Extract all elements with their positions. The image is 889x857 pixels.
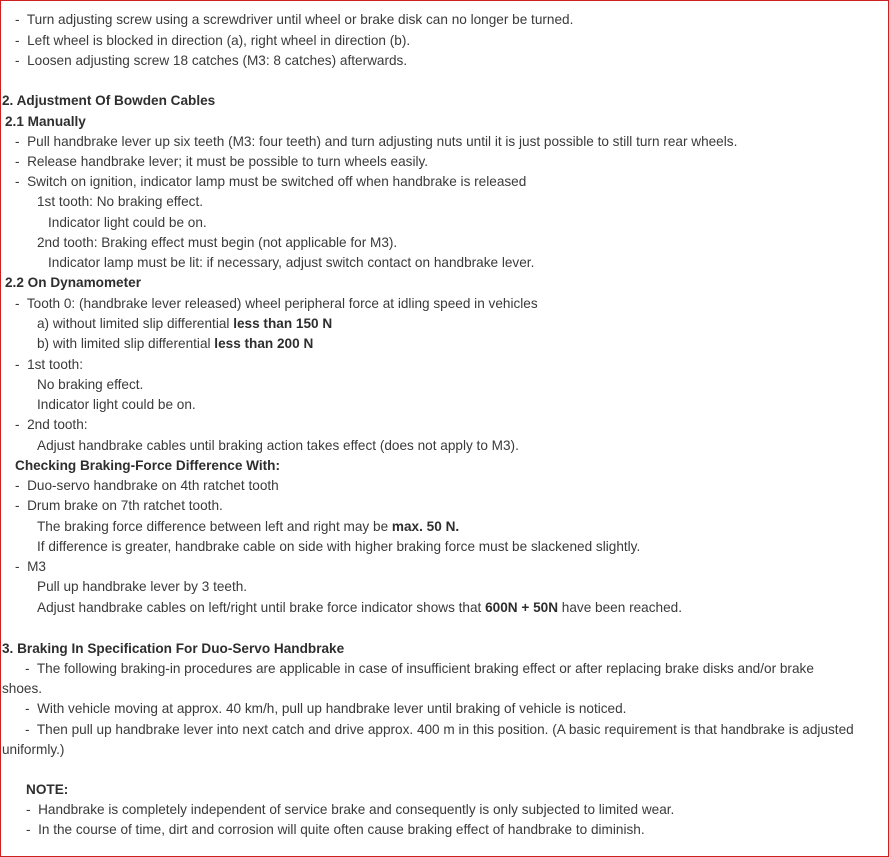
text-line: Indicator light could be on. — [37, 397, 196, 412]
text: have been reached. — [558, 600, 682, 615]
list-item: - Drum brake on 7th ratchet tooth. — [15, 498, 223, 513]
list-item: - Pull handbrake lever up six teeth (M3: four teeth) and turn adjusting nuts until it is just possible to still turn rear wheels. — [15, 134, 738, 149]
list-item: - Loosen adjusting screw 18 catches (M3: 8 catches) afterwards. — [15, 53, 408, 68]
text-line: No braking effect. — [37, 377, 144, 392]
list-item: - Duo-servo handbrake on 4th ratchet tooth — [15, 478, 279, 493]
value: 600N + 50N — [485, 600, 559, 615]
list-item: - Tooth 0: (handbrake lever released) wheel peripheral force at idling speed in vehicles — [15, 296, 538, 311]
list-item: - 1st tooth: — [15, 357, 84, 372]
list-item: - Turn adjusting screw using a screwdriver until wheel or brake disk can no longer be turned. — [15, 12, 574, 27]
note-heading: NOTE: — [26, 782, 69, 797]
section-heading: 2. Adjustment Of Bowden Cables — [2, 93, 216, 108]
value: less than 150 N — [233, 316, 333, 331]
text-line — [37, 314, 332, 334]
text: a) without limited slip differential — [37, 316, 234, 331]
section-heading: 3. Braking In Specification For Duo-Servo Handbrake — [2, 641, 345, 656]
text: Adjust handbrake cables on left/right until brake force indicator shows that — [37, 600, 486, 615]
value: less than 200 N — [214, 336, 314, 351]
list-item: - M3 — [15, 559, 46, 574]
list-item: - In the course of time, dirt and corrosion will quite often cause braking effect of handbrake to diminish. — [26, 822, 645, 837]
text-line: uniformly.) — [2, 742, 65, 757]
subheading: Checking Braking-Force Difference With: — [15, 458, 280, 473]
list-item: - The following braking-in procedures are applicable in case of insufficient braking effect or after replacing brake disks and/or brake — [25, 661, 814, 676]
list-item: - Then pull up handbrake lever into next catch and drive approx. 400 m in this position. (A basic requirement is that handbrake is adjusted — [25, 722, 854, 737]
subsection-heading: 2.2 On Dynamometer — [5, 275, 141, 290]
text-line: Indicator lamp must be lit: if necessary, adjust switch contact on handbrake lever. — [48, 255, 535, 270]
text: b) with limited slip differential — [37, 336, 215, 351]
text-line: Pull up handbrake lever by 3 teeth. — [37, 579, 248, 594]
list-item: - With vehicle moving at approx. 40 km/h, pull up handbrake lever until braking of vehicle is noticed. — [25, 701, 627, 716]
value: max. 50 N. — [391, 519, 460, 534]
subsection-heading: 2.1 Manually — [5, 114, 86, 129]
text-line: Indicator light could be on. — [48, 215, 207, 230]
list-item: - Switch on ignition, indicator lamp must be switched off when handbrake is released — [15, 174, 527, 189]
list-item: - 2nd tooth: — [15, 417, 88, 432]
list-item: - Handbrake is completely independent of service brake and consequently is only subjected to limited wear. — [26, 802, 675, 817]
text-line: 1st tooth: No braking effect. — [37, 194, 203, 209]
text-line: If difference is greater, handbrake cable on side with higher braking force must be slackened slightly. — [37, 539, 641, 554]
text-line: 2nd tooth: Braking effect must begin (not applicable for M3). — [37, 235, 398, 250]
list-item: - Left wheel is blocked in direction (a), right wheel in direction (b). — [15, 33, 411, 48]
text-line — [37, 598, 682, 618]
text: The braking force difference between left and right may be — [37, 519, 392, 534]
list-item: - Release handbrake lever; it must be possible to turn wheels easily. — [15, 154, 429, 169]
text-line: shoes. — [2, 681, 43, 696]
text-line — [37, 334, 313, 354]
text-line: Adjust handbrake cables until braking action takes effect (does not apply to M3). — [37, 438, 519, 453]
text-line — [37, 517, 459, 537]
